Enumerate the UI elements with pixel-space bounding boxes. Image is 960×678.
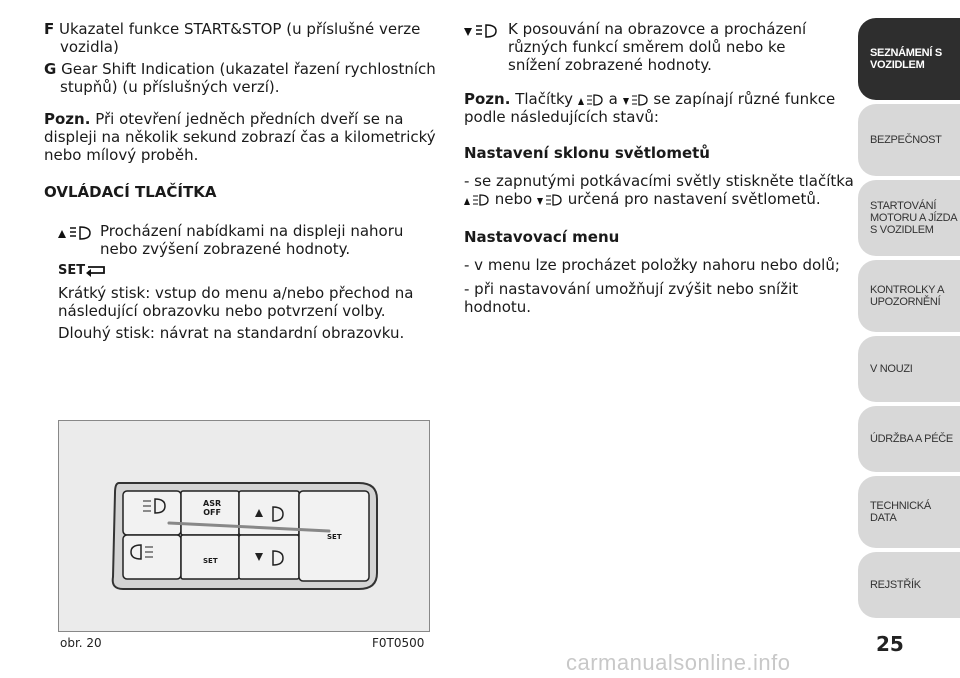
set-return-icon	[85, 262, 107, 278]
small-set-label: SET	[203, 557, 218, 565]
headlight-down-icon	[537, 192, 563, 208]
tab-technicka-data[interactable]: TECHNICKÁ DATA	[858, 476, 960, 548]
headlight-paragraph	[464, 172, 854, 208]
off-label: OFF	[203, 508, 221, 517]
menu-line-2: - při nastavování umožňují zvýšit nebo snížit hodnotu.	[464, 280, 799, 316]
asr-label: ASR	[203, 499, 222, 508]
headlight-heading: Nastavení sklonu světlometů	[464, 144, 710, 162]
menu-heading: Nastavovací menu	[464, 228, 620, 246]
tab-kontrolky[interactable]: KONTROLKY A UPOZORNĚNÍ	[858, 260, 960, 332]
asr-off-label	[203, 499, 221, 517]
tab-bezpecnost[interactable]: BEZPEČNOST	[858, 104, 960, 176]
note-2-a: Tlačítky	[515, 90, 574, 108]
figure-control-panel	[58, 420, 430, 632]
figure-caption: obr. 20	[60, 636, 102, 650]
item-f-text: Ukazatel funkce START&STOP (u příslušné verze vozidla)	[59, 20, 421, 56]
note-1-text: Při otevření jedněch předních dveří se na displeji na několik sekund zobrazí čas a kilometrický nebo mílový proběh.	[44, 110, 436, 164]
headlight-up-icon	[58, 224, 98, 246]
set-long-press: Dlouhý stisk: návrat na standardní obrazovku.	[58, 324, 405, 342]
tab-seznameni[interactable]: SEZNÁMENÍ S VOZIDLEM	[858, 18, 960, 100]
headlight-up-icon	[578, 92, 604, 108]
note-1-label: Pozn.	[44, 110, 91, 128]
headlight-down-icon	[464, 22, 504, 44]
note-2-b: a	[608, 90, 618, 108]
note-2	[464, 90, 854, 126]
tab-udrzba[interactable]: ÚDRŽBA A PÉČE	[858, 406, 960, 472]
note-2-c: se zapínají různé funkce podle následujících stavů:	[464, 90, 836, 126]
set-label: SET	[58, 262, 86, 278]
figure-code: F0T0500	[372, 636, 425, 650]
set-label-row	[58, 262, 107, 278]
item-f	[44, 20, 460, 56]
headlight-down-icon	[623, 92, 649, 108]
page-number: 25	[876, 632, 904, 656]
item-f-letter: F	[44, 20, 55, 38]
set-short-press: Krátký stisk: vstup do menu a/nebo přechod na následující obrazovku nebo potvrzení volby.	[58, 284, 414, 320]
note-2-label: Pozn.	[464, 90, 511, 108]
down-description: K posouvání na obrazovce a procházení různých funkcí směrem dolů nebo ke snížení zobrazené hodnoty.	[508, 20, 807, 74]
headlight-up-icon	[464, 192, 490, 208]
item-g-letter: G	[44, 60, 57, 78]
big-set-label: SET	[327, 533, 342, 541]
headlight-text-c: určená pro nastavení světlometů.	[567, 190, 821, 208]
note-1	[44, 110, 444, 164]
up-description: Procházení nabídkami na displeji nahoru nebo zvýšení zobrazené hodnoty.	[100, 222, 404, 258]
item-g-text: Gear Shift Indication (ukazatel řazení rychlostních stupňů) (u příslušných verzí).	[60, 60, 436, 96]
menu-line-1: - v menu lze procházet položky nahoru nebo dolů;	[464, 256, 840, 274]
headlight-text-a: - se zapnutými potkávacími světly stiskněte tlačítka	[464, 172, 854, 190]
headlight-text-b: nebo	[494, 190, 533, 208]
section-heading: OVLÁDACÍ TLAČÍTKA	[44, 183, 217, 201]
tab-startovani[interactable]: STARTOVÁNÍ MOTORU A JÍZDA S VOZIDLEM	[858, 180, 960, 256]
item-g	[44, 60, 460, 96]
tab-v-nouzi[interactable]: V NOUZI	[858, 336, 960, 402]
tab-rejstrik[interactable]: REJSTŘÍK	[858, 552, 960, 618]
watermark: carmanualsonline.info	[566, 650, 791, 675]
